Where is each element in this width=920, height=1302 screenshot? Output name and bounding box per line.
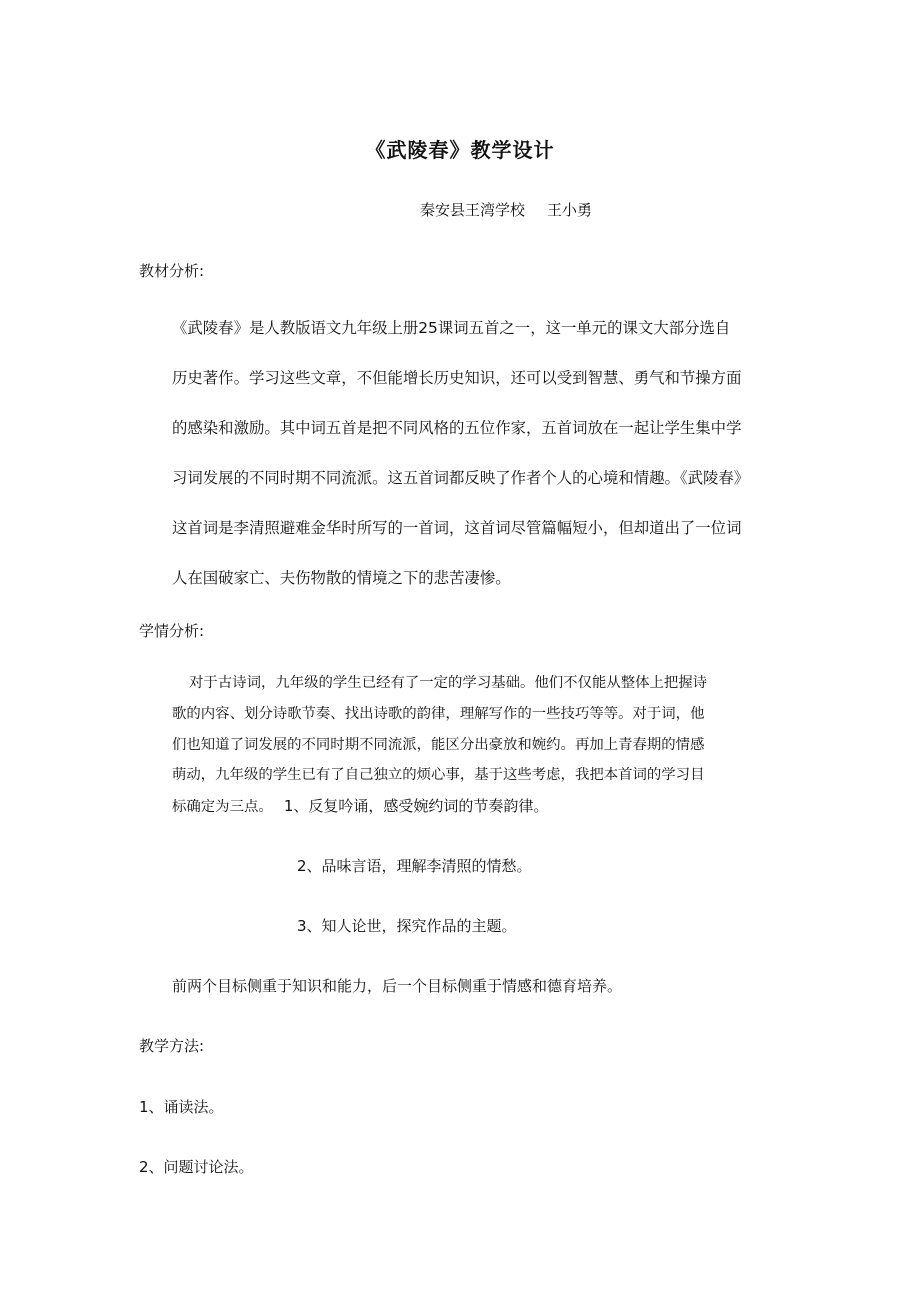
paragraph-line: 们也知道了词发展的不同时期不同流派，能区分出豪放和婉约。再加上青春期的情感 (172, 737, 705, 753)
author-school: 秦安县王湾学校 (420, 201, 526, 219)
goals-summary: 前两个目标侧重于知识和能力，后一个目标侧重于情感和德育培养。 (172, 977, 623, 995)
paragraph-line: 历史著作。学习这些文章，不但能增长历史知识，还可以受到智慧、勇气和节操方面 (172, 369, 742, 387)
paragraph-line: 对于古诗词，九年级的学生已经有了一定的学习基础。他们不仅能从整体上把握诗 (189, 675, 708, 691)
goal-3: 3、知人论世，探究作品的主题。 (297, 917, 517, 935)
goals-lead: 标确定为三点。 (172, 799, 273, 815)
goal-2: 2、品味言语，理解李清照的情愁。 (297, 857, 532, 875)
paragraph-line: 歌的内容、划分诗歌节奏、找出诗歌的韵律，理解写作的一些技巧等等。对于词，他 (172, 706, 705, 722)
paragraph-line (172, 795, 548, 816)
section-heading-textbook-analysis: 教材分析: (139, 262, 205, 280)
goal-1: 1、反复吟诵，感受婉约词的节奏韵律。 (283, 797, 549, 815)
document-title: 《武陵春》教学设计 (365, 138, 555, 162)
section-heading-student-analysis: 学情分析: (139, 622, 205, 640)
method-item: 1、诵读法。 (139, 1098, 224, 1116)
paragraph-line: 萌动，九年级的学生已有了自己独立的烦心事，基于这些考虑，我把本首词的学习目 (172, 767, 705, 783)
paragraph-line: 《武陵春》是人教版语文九年级上册25课词五首之一，这一单元的课文大部分选自 (172, 319, 731, 337)
section-heading-teaching-methods: 教学方法: (139, 1037, 205, 1055)
author-name: 王小勇 (547, 201, 593, 219)
paragraph-line: 这首词是李清照避难金华时所写的一首词，这首词尽管篇幅短小，但却道出了一位词 (172, 519, 742, 537)
textbook-analysis-paragraph (172, 303, 749, 603)
paragraph-line: 的感染和激励。其中词五首是把不同风格的五位作家，五首词放在一起让学生集中学 (172, 419, 742, 437)
method-item: 2、问题讨论法。 (139, 1158, 254, 1176)
paragraph-line: 人在国破家亡、夫伤物散的情境之下的悲苦凄惨。 (172, 569, 511, 587)
paragraph-line: 习词发展的不同时期不同流派。这五首词都反映了作者个人的心境和情趣。《武陵春》 (172, 469, 750, 487)
author-line (420, 199, 592, 220)
